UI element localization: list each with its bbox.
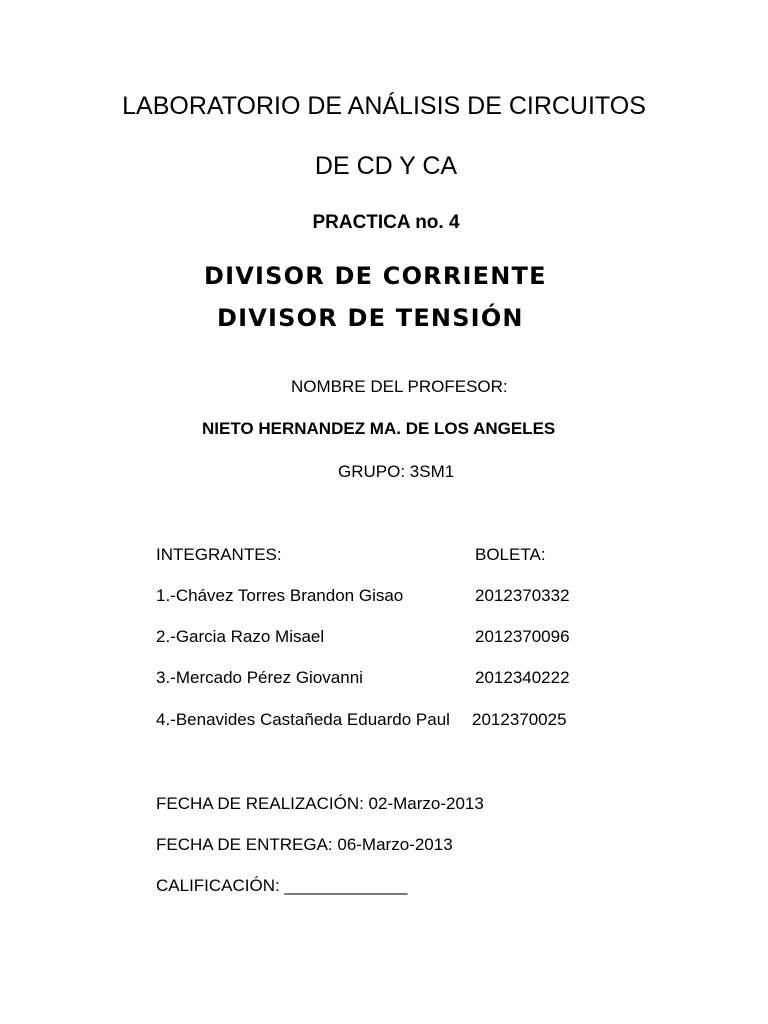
fecha-realizacion: FECHA DE REALIZACIÓN: 02-Marzo-2013 [156, 794, 484, 813]
boleta-header: BOLETA: [475, 545, 546, 564]
member-name: 2.-Garcia Razo Misael [156, 627, 325, 646]
subject-line2: DIVISOR DE TENSIÓN [217, 304, 524, 332]
lab-title-line2: DE CD Y CA [314, 152, 458, 180]
subject-line1: DIVISOR DE CORRIENTE [204, 262, 547, 290]
lab-title-line1: LABORATORIO DE ANÁLISIS DE CIRCUITOS [122, 92, 646, 120]
member-boleta: 2012370096 [475, 627, 570, 646]
calificacion: CALIFICACIÓN: _____________ [156, 876, 408, 895]
group-label: GRUPO: 3SM1 [338, 462, 455, 481]
member-name: 1.-Chávez Torres Brandon Gisao [156, 586, 404, 605]
members-header: INTEGRANTES: [156, 545, 282, 564]
professor-name: NIETO HERNANDEZ MA. DE LOS ANGELES [202, 419, 556, 438]
member-boleta: 2012370025 [472, 710, 567, 729]
member-boleta: 2012340222 [475, 668, 570, 687]
practica-number: PRACTICA no. 4 [312, 212, 460, 233]
member-name: 3.-Mercado Pérez Giovanni [156, 668, 363, 687]
member-name: 4.-Benavides Castañeda Eduardo Paul [156, 710, 450, 729]
member-boleta: 2012370332 [475, 586, 570, 605]
fecha-entrega: FECHA DE ENTREGA: 06-Marzo-2013 [156, 835, 453, 854]
professor-label: NOMBRE DEL PROFESOR: [291, 377, 508, 396]
